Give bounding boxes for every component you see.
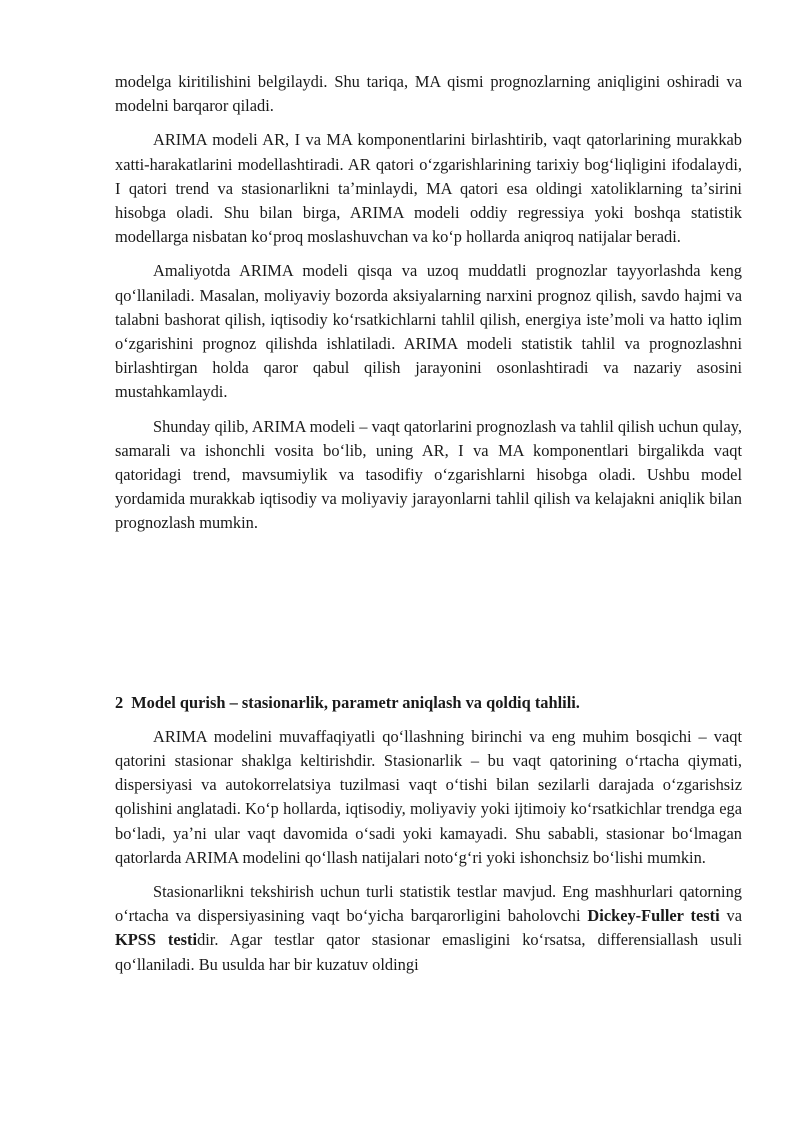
paragraph-ma-conclusion: modelga kiritilishini belgilaydi. Shu tariqa, MA qismi prognozlarning aniqligini oshiradi va modelni barqaror qiladi. (115, 72, 742, 116)
paragraph-stationarity: ARIMA modelini muvaffaqiyatli qoʻllashning birinchi va eng muhim bosqichi – vaqt qatorini stasionar shaklga keltirishdir. Stasionarlik – bu vaqt qatorining oʻrtacha qiymati, dispersiyasi va autokorrelatsiya tuzilmasi vaqt oʻtishi bilan sezilarli darajada oʻzgarishsiz qolishini anglatadi. Koʻp hollarda, iqtisodiy, moliyaviy yoki ijtimoiy koʻrsatkichlar trendga ega boʻladi, yaʼni ular vaqt davomida oʻsadi yoki kamayadi. Shu sababli, stasionar boʻlmagan qatorlarda ARIMA modelini qoʻllash natijalari notoʻgʻri yoki ishonchsiz boʻlishi mumkin. (115, 726, 742, 867)
kpss-term: KPSS testi (115, 930, 198, 950)
blank-space (115, 546, 742, 691)
text-segment: Stasionarlikni tekshirish uchun turli statistik testlar mavjud. Eng mashhurlari qatorning oʻrtacha va dispersiyasining vaqt boʻyicha barqarorligini baholovchi (115, 882, 742, 926)
text-segment: va (719, 906, 742, 926)
document-page (115, 70, 742, 987)
section-heading (115, 691, 742, 715)
paragraph-stationarity-tests (115, 880, 742, 977)
text-segment: dir. Agar testlar qator stasionar emasligini koʻrsatsa, differensiallash usuli qoʻllaniladi. Bu usulda har bir kuzatuv oldingi (115, 930, 742, 974)
paragraph-arima-practice: Amaliyotda ARIMA modeli qisqa va uzoq muddatli prognozlar tayyorlashda keng qoʻllaniladi. Masalan, moliyaviy bozorda aksiyalarning narxini prognoz qilish, savdo hajmi va talabni bashorat qilish, iqtisodiy koʻrsatkichlarni tahlil qilish, energiya isteʼmoli va hatto iqlim oʻzgarishini prognoz qilishda ishlatiladi. ARIMA modeli statistik tahlil va prognozlashni birlashtirgan holda qaror qabul qilish jarayonini osonlashtiradi va nazariy asosini mustahkamlaydi. (115, 261, 742, 402)
section-number: 2 (115, 692, 124, 712)
paragraph-arima-components: ARIMA modeli AR, I va MA komponentlarini birlashtirib, vaqt qatorlarining murakkab xatti-harakatlarini modellashtiradi. AR qatori oʻzgarishlarining tarixiy bogʻliqligini ifodalaydi, I qatori trend va stasionarlikni taʼminlaydi, MA qatori esa oldingi xatoliklarning taʼsirini hisobga oladi. Shu bilan birga, ARIMA modeli oddiy regressiya yoki boshqa statistik modellarga nisbatan koʻproq moslashuvchan va koʻp hollarda aniqroq natijalar beradi. (115, 130, 742, 247)
paragraph-arima-summary: Shunday qilib, ARIMA modeli – vaqt qatorlarini prognozlash va tahlil qilish uchun qulay, samarali va ishonchli vosita boʻlib, uning AR, I va MA komponentlari birgalikda vaqt qatoridagi trend, mavsumiylik va tasodifiy oʻzgarishlarni hisobga oladi. Ushbu model yordamida murakkab iqtisodiy va moliyaviy jarayonlarni tahlil qilish va kelajakni aniqlik bilan prognozlash mumkin. (115, 416, 742, 533)
section-title: Model qurish – stasionarlik, parametr aniqlash va qoldiq tahlili. (131, 692, 580, 712)
dickey-fuller-term: Dickey-Fuller testi (587, 906, 720, 926)
